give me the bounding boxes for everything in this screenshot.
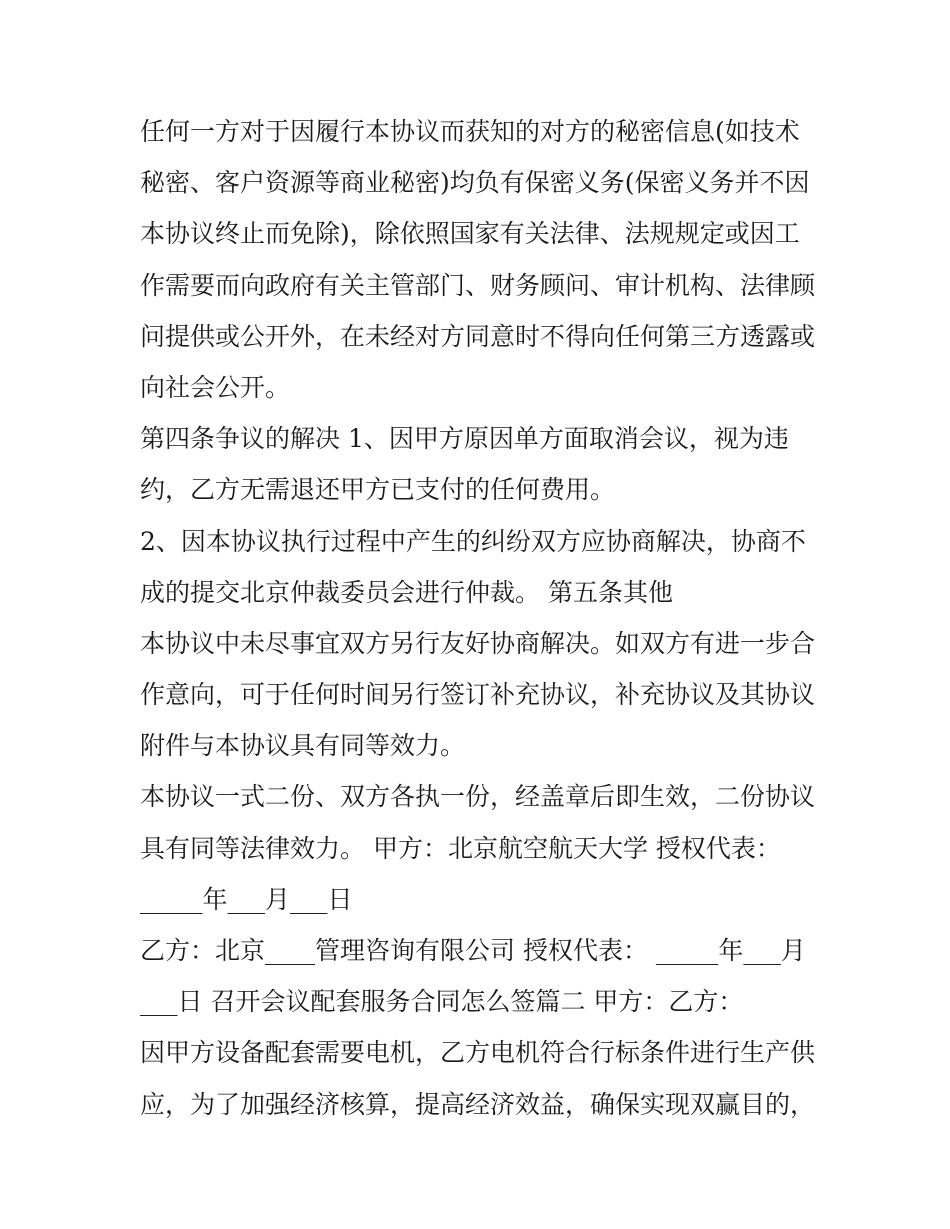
text-line: 本协议中未尽事宜双方另行友好协商解决。如双方有进一步合 [140, 628, 816, 658]
text-line: 约，乙方无需退还甲方已支付的任何费用。 [140, 475, 616, 505]
text-line: 应，为了加强经济核算，提高经济效益，确保实现双赢目的， [140, 1089, 816, 1119]
text-line: 秘密、客户资源等商业秘密)均负有保密义务(保密义务并不因 [140, 168, 810, 198]
text-line: _____年___月___日 [140, 884, 353, 914]
text-line: ___日 召开会议配套服务合同怎么签篇二 甲方：乙方： [140, 987, 744, 1017]
text-line: 本协议一式二份、双方各执一份，经盖章后即生效，二份协议 [140, 782, 816, 812]
document-body [140, 106, 830, 1130]
text-line: 具有同等法律效力。 甲方：北京航空航天大学 授权代表： [140, 833, 781, 863]
text-line: 乙方：北京____管理咨询有限公司 授权代表： _____年___月 [140, 936, 806, 965]
text-line: 作意向，可于任何时间另行签订补充协议，补充协议及其协议 [140, 680, 816, 710]
text-line: 作需要而向政府有关主管部门、财务顾问、审计机构、法律顾 [140, 270, 816, 300]
text-line: 因甲方设备配套需要电机，乙方电机符合行标条件进行生产供 [140, 1038, 816, 1068]
text-line: 2、因本协议执行过程中产生的纠纷双方应协商解决，协商不 [140, 526, 806, 556]
text-line: 成的提交北京仲裁委员会进行仲裁。 第五条其他 [140, 577, 673, 607]
text-line: 第四条争议的解决 1、因甲方原因单方面取消会议，视为违 [140, 424, 789, 454]
text-line: 向社会公开。 [140, 372, 291, 402]
text-line: 问提供或公开外，在未经对方同意时不得向任何第三方透露或 [140, 321, 816, 351]
text-line: 任何一方对于因履行本协议而获知的对方的秘密信息(如技术 [140, 117, 800, 146]
text-line: 附件与本协议具有同等效力。 [140, 731, 466, 761]
text-line: 本协议终止而免除)，除依照国家有关法律、法规规定或因工 [140, 219, 800, 249]
